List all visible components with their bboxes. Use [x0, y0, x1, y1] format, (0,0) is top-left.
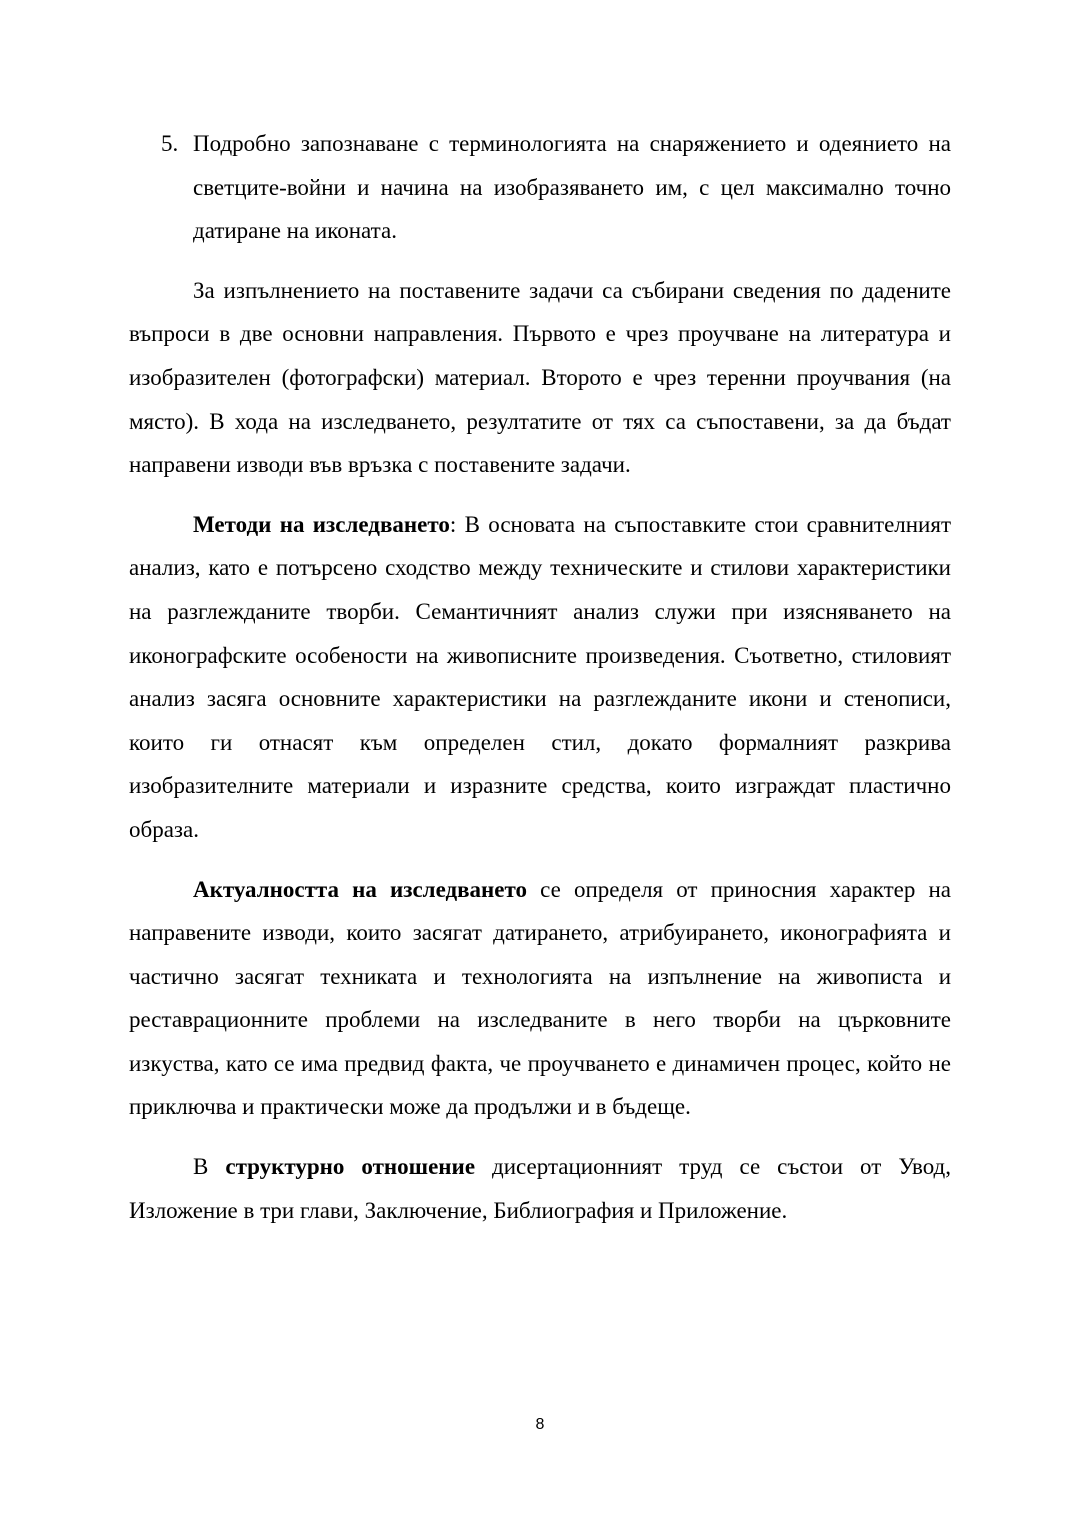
page-number: 8 [535, 1416, 545, 1433]
list-item-5 [129, 122, 951, 253]
paragraph-tasks: За изпълнението на поставените задачи са събирани сведения по дадените въпроси в две основни направления. Първото е чрез проучване на литература и изобразителен (фотографски) материал. Второто е чрез теренни проучвания (на място). В хода на изследването, резултатите от тях са съпоставени, за да бъдат направени изводи във връзка с поставените задачи. [129, 277, 951, 478]
list-item-number: 5. [161, 131, 179, 156]
structure-prefix: В [193, 1154, 226, 1180]
methods-text: : В основата на съпоставките стои сравнителният анализ, като е потърсено сходство между техническите и стилови характеристики на разглежданите творби. Семантичният анализ служи при изясняването на иконографските особености на живописните произведения. Съответно, стиловият анализ засяга основните характеристики на разглежданите икони и стенописи, които ги отнасят към определен стил, докато формалният разкрива изобразителните материали и изразните средства, които изграждат пластично образа. [129, 511, 951, 842]
paragraph-structure [129, 1145, 951, 1232]
paragraph-methods [129, 503, 951, 852]
structure-text: дисертационният труд се състои от Увод, Изложение в три глави, Заключение, Библиография и Приложение. [129, 1154, 951, 1223]
structure-heading: структурно отношение [225, 1154, 476, 1180]
page-body [129, 122, 951, 1232]
methods-heading: Методи на изследването [193, 511, 450, 537]
relevance-heading: Актуалността на изследването [193, 876, 528, 902]
paragraph-relevance [129, 868, 951, 1130]
relevance-text: се определя от приносния характер на направените изводи, които засягат датирането, атрибуирането, иконографията и частично засягат техниката и технологията на изпълнение на живописта и реставрационните проблеми на изследваните в него творби на църковните изкуства, като се има предвид факта, че проучването е динамичен процес, който не приключва и практически може да продължи и в бъдеще. [129, 876, 951, 1120]
list-item-text: Подробно запознаване с терминологията на снаряжението и одеянието на светците-войни и начина на изобразяването им, с цел максимално точно датиране на иконата. [193, 131, 951, 244]
